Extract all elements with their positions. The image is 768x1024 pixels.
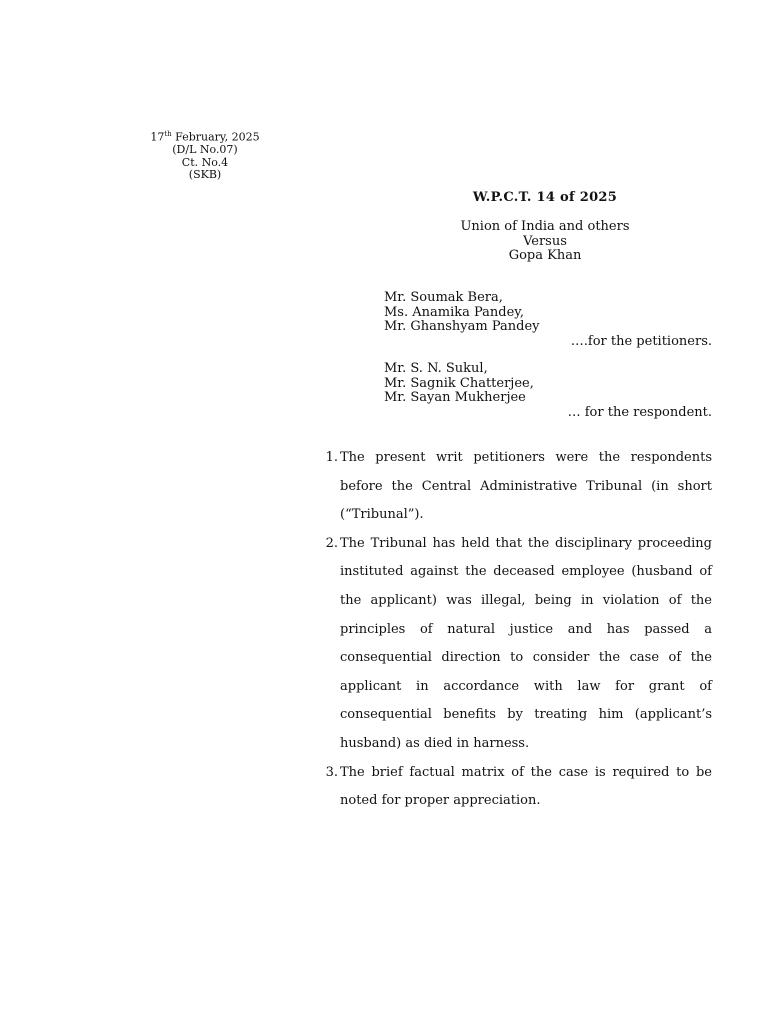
paragraph-number: 2. [325,535,338,551]
counsel-name: Mr. Sayan Mukherjee [384,390,526,405]
counsel-role: … for the respondent. [567,404,712,420]
counsel-for-respondent [384,362,712,420]
respondent-name: Gopa Khan [508,248,582,263]
paragraph-text: The brief factual matrix of the case is required to be noted for proper appreciation. [340,764,712,809]
counsel-name: Mr. Sagnik Chatterjee, [384,375,534,391]
counsel-name: Ms. Anamika Pandey, [384,304,525,320]
case-title: W.P.C.T. 14 of 2025 [472,190,618,205]
counsel-name: Mr. Soumak Bera, [384,290,503,305]
numbered-paragraph [310,530,712,759]
petitioner-name: Union of India and others [460,219,630,234]
judge-initials: (SKB) [188,168,222,182]
paragraph-number: 1. [325,450,338,465]
order-paragraphs [310,444,712,816]
order-date-month-year: February, 2025 [171,130,260,144]
order-metadata [130,128,280,182]
paragraph-number: 3. [325,764,338,780]
numbered-paragraph [310,444,712,530]
numbered-paragraph [310,759,712,816]
paragraph-text: The present writ petitioners were the respondents before the Central Administrative Tribunal (in short (“Tribunal”). [340,450,712,523]
order-date-day: 17 [150,130,165,144]
court-number: Ct. No.4 [181,155,229,169]
versus-label: Versus [523,233,567,249]
case-parties [330,220,760,264]
dl-number: (D/L No.07) [172,143,238,157]
counsel-role: ….for the petitioners. [570,333,712,349]
counsel-name: Mr. S. N. Sukul, [384,361,488,376]
counsel-for-petitioners [384,291,712,349]
order-date [130,128,280,144]
order-date-suffix: th [164,130,172,138]
counsel-name: Mr. Ghanshyam Pandey [384,319,540,334]
paragraph-text: The Tribunal has held that the disciplinary proceeding instituted against the deceased employee (husband of the applicant) was illegal, being in violation of the principles of natural justice and has passed a consequential direction to consider the case of the applicant in accordance with law for grant of consequential benefits by treating him (applicant’s husband) as died in harness. [340,535,712,751]
